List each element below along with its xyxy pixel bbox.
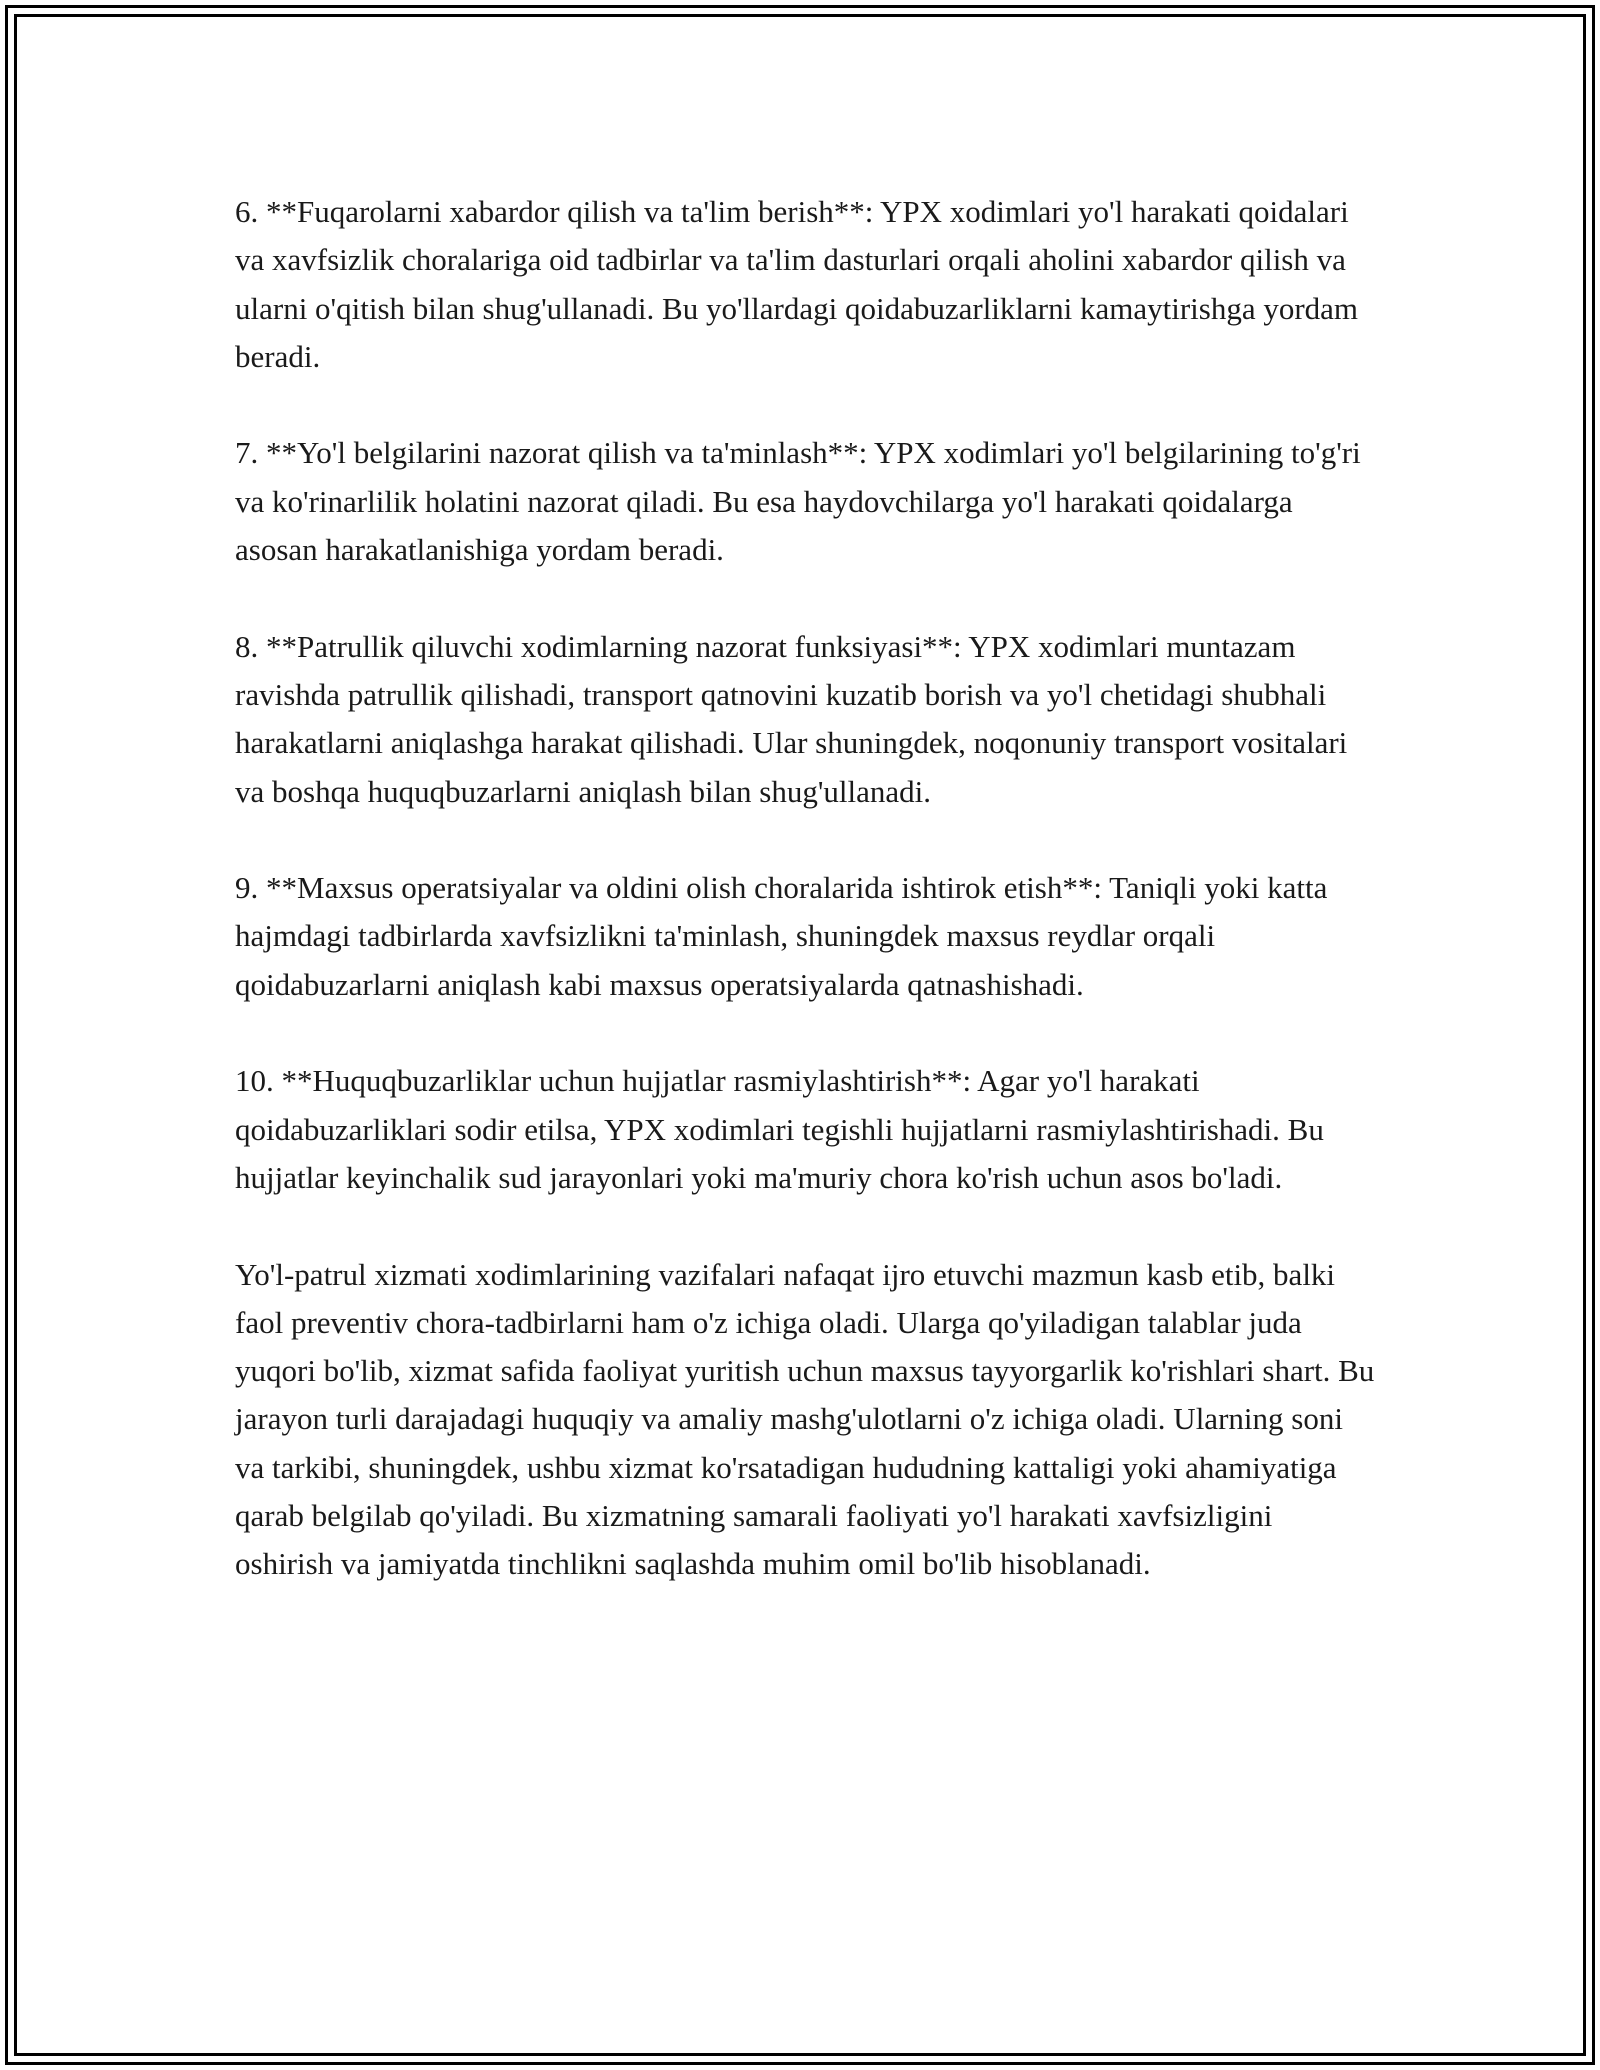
paragraph-conclusion: Yo'l-patrul xizmati xodimlarining vazifalari nafaqat ijro etuvchi mazmun kasb etib, balki faol preventiv chora-tadbirlarni ham o'z ichiga oladi. Ularga qo'yiladigan talablar juda yuqori bo'lib, xizmat safida faoliyat yuritish uchun maxsus tayyorgarlik ko'rishlari shart. Bu jarayon turli darajadagi huquqiy va amaliy mashg'ulotlarni o'z ichiga oladi. Ularning soni va tarkibi, shuningdek, ushbu xizmat ko'rsatadigan hududning kattaligi yoki ahamiyatiga qarab belgilab qo'yiladi. Bu xizmatning samarali faoliyati yo'l harakati xavfsizligini oshirish va jamiyatda tinchlikni saqlashda muhim omil bo'lib hisoblanadi. bbox=[235, 1256, 1375, 1582]
paragraph-item-6: 6. **Fuqarolarni xabardor qilish va ta'lim berish**: YPX xodimlari yo'l harakati qoidalari va xavfsizlik choralariga oid tadbirlar va ta'lim dasturlari orqali aholini xabardor qilish va ularni o'qitish bilan shug'ullanadi. Bu yo'llardagi qoidabuzarliklarni kamaytirishga yordam beradi. bbox=[235, 194, 1359, 374]
paragraph-item-9: 9. **Maxsus operatsiyalar va oldini olish choralarida ishtirok etish**: Taniqli yoki katta hajmdagi tadbirlarda xavfsizlikni ta'minlash, shuningdek maxsus reydlar orqali qoidabuzarlarni aniqlash kabi maxsus operatsiyalarda qatnashishadi. bbox=[235, 870, 1328, 1002]
document-body bbox=[235, 188, 1375, 1589]
paragraph-item-7: 7. **Yo'l belgilarini nazorat qilish va ta'minlash**: YPX xodimlari yo'l belgilarining to'g'ri va ko'rinarlilik holatini nazorat qiladi. Bu esa haydovchilarga yo'l harakati qoidalarga asosan harakatlanishiga yordam beradi. bbox=[235, 435, 1361, 568]
paragraph-item-8: 8. **Patrullik qiluvchi xodimlarning nazorat funksiyasi**: YPX xodimlari muntazam ravishda patrullik qilishadi, transport qatnovini kuzatib borish va yo'l chetidagi shubhali harakatlarni aniqlashga harakat qilishadi. Ular shuningdek, noqonuniy transport vositalari va boshqa huquqbuzarlarni aniqlash bilan shug'ullanadi. bbox=[235, 628, 1348, 809]
paragraph-item-10: 10. **Huquqbuzarliklar uchun hujjatlar rasmiylashtirish**: Agar yo'l harakati qoidabuzarliklari sodir etilsa, YPX xodimlari tegishli hujjatlarni rasmiylashtirishadi. Bu hujjatlar keyinchalik sud jarayonlari yoki ma'muriy chora ko'rish uchun asos bo'ladi. bbox=[235, 1063, 1324, 1195]
